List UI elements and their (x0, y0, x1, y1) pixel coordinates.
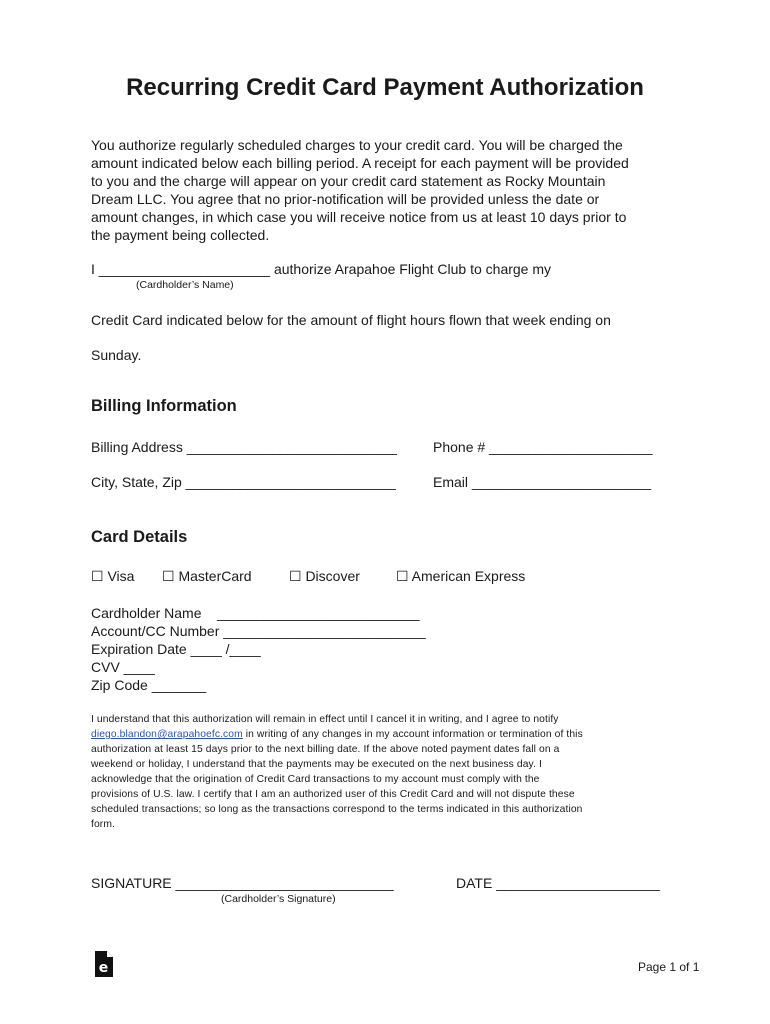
card-details-heading: Card Details (91, 528, 188, 546)
fine-print-line: acknowledge that the origination of Credit Card transactions to my account must comply with the (91, 774, 540, 785)
page-title: Recurring Credit Card Payment Authorization (126, 74, 644, 101)
intro-line: to you and the charge will appear on your credit card statement as Rocky Mountain (91, 173, 606, 189)
cardholder-name-field[interactable]: Cardholder Name __________________________ (91, 605, 420, 621)
authorize-line[interactable]: I ______________________ authorize Arapahoe Flight Club to charge my (91, 261, 552, 277)
notify-email-link[interactable]: diego.blandon@arapahoefc.com (91, 729, 243, 740)
cardholder-name-caption: (Cardholder’s Name) (136, 279, 234, 291)
discover-checkbox[interactable]: ☐ Discover (289, 568, 360, 584)
etemplates-e-logo-icon (93, 950, 115, 978)
visa-checkbox[interactable]: ☐ Visa (91, 568, 135, 584)
intro-line: Dream LLC. You agree that no prior-notification will be provided unless the date or (91, 191, 600, 207)
fine-print-line: form. (91, 819, 115, 830)
account-number-field[interactable]: Account/CC Number __________________________ (91, 623, 426, 639)
signature-caption: (Cardholder’s Signature) (221, 893, 336, 905)
intro-line: the payment being collected. (91, 227, 270, 243)
fine-print-line: weekend or holiday, I understand that the payments may be executed on the next business day. I (91, 759, 542, 770)
billing-address-field[interactable]: Billing Address ___________________________ (91, 439, 397, 455)
intro-line: amount changes, in which case you will receive notice from us at least 10 days prior to (91, 209, 627, 225)
fine-print (91, 712, 583, 832)
card-fields (91, 604, 426, 694)
intro-paragraph (91, 136, 629, 244)
zip-code-field[interactable]: Zip Code _______ (91, 677, 207, 693)
cvv-field[interactable]: CVV ____ (91, 659, 155, 675)
mastercard-checkbox[interactable]: ☐ MasterCard (162, 568, 252, 584)
credit-card-line: Credit Card indicated below for the amount of flight hours flown that week ending on (91, 312, 611, 328)
page-number: Page 1 of 1 (638, 960, 700, 974)
billing-heading: Billing Information (91, 397, 237, 415)
email-field[interactable]: Email _______________________ (433, 474, 651, 490)
date-field[interactable]: DATE _____________________ (456, 875, 660, 891)
fine-print-text: in writing of any changes in my account information or termination of this (242, 729, 583, 740)
svg-text:e: e (98, 960, 109, 976)
expiration-date-field[interactable]: Expiration Date ____ /____ (91, 641, 261, 657)
city-state-zip-field[interactable]: City, State, Zip ___________________________ (91, 474, 396, 490)
sunday-line: Sunday. (91, 347, 142, 363)
fine-print-line (91, 727, 583, 742)
fine-print-line: I understand that this authorization will remain in effect until I cancel it in writing, and I agree to notify (91, 714, 559, 725)
fine-print-line: scheduled transactions; so long as the transactions correspond to the terms indicated in this authorization (91, 804, 583, 815)
signature-field[interactable]: SIGNATURE ____________________________ (91, 875, 394, 891)
phone-field[interactable]: Phone # _____________________ (433, 439, 653, 455)
intro-line: You authorize regularly scheduled charges to your credit card. You will be charged the (91, 137, 623, 153)
fine-print-line: authorization at least 15 days prior to the next billing date. If the above noted payment dates fall on a (91, 744, 560, 755)
fine-print-line: provisions of U.S. law. I certify that I am an authorized user of this Credit Card and will not dispute these (91, 789, 575, 800)
amex-checkbox[interactable]: ☐ American Express (396, 568, 526, 584)
intro-line: amount indicated below each billing period. A receipt for each payment will be provided (91, 155, 629, 171)
